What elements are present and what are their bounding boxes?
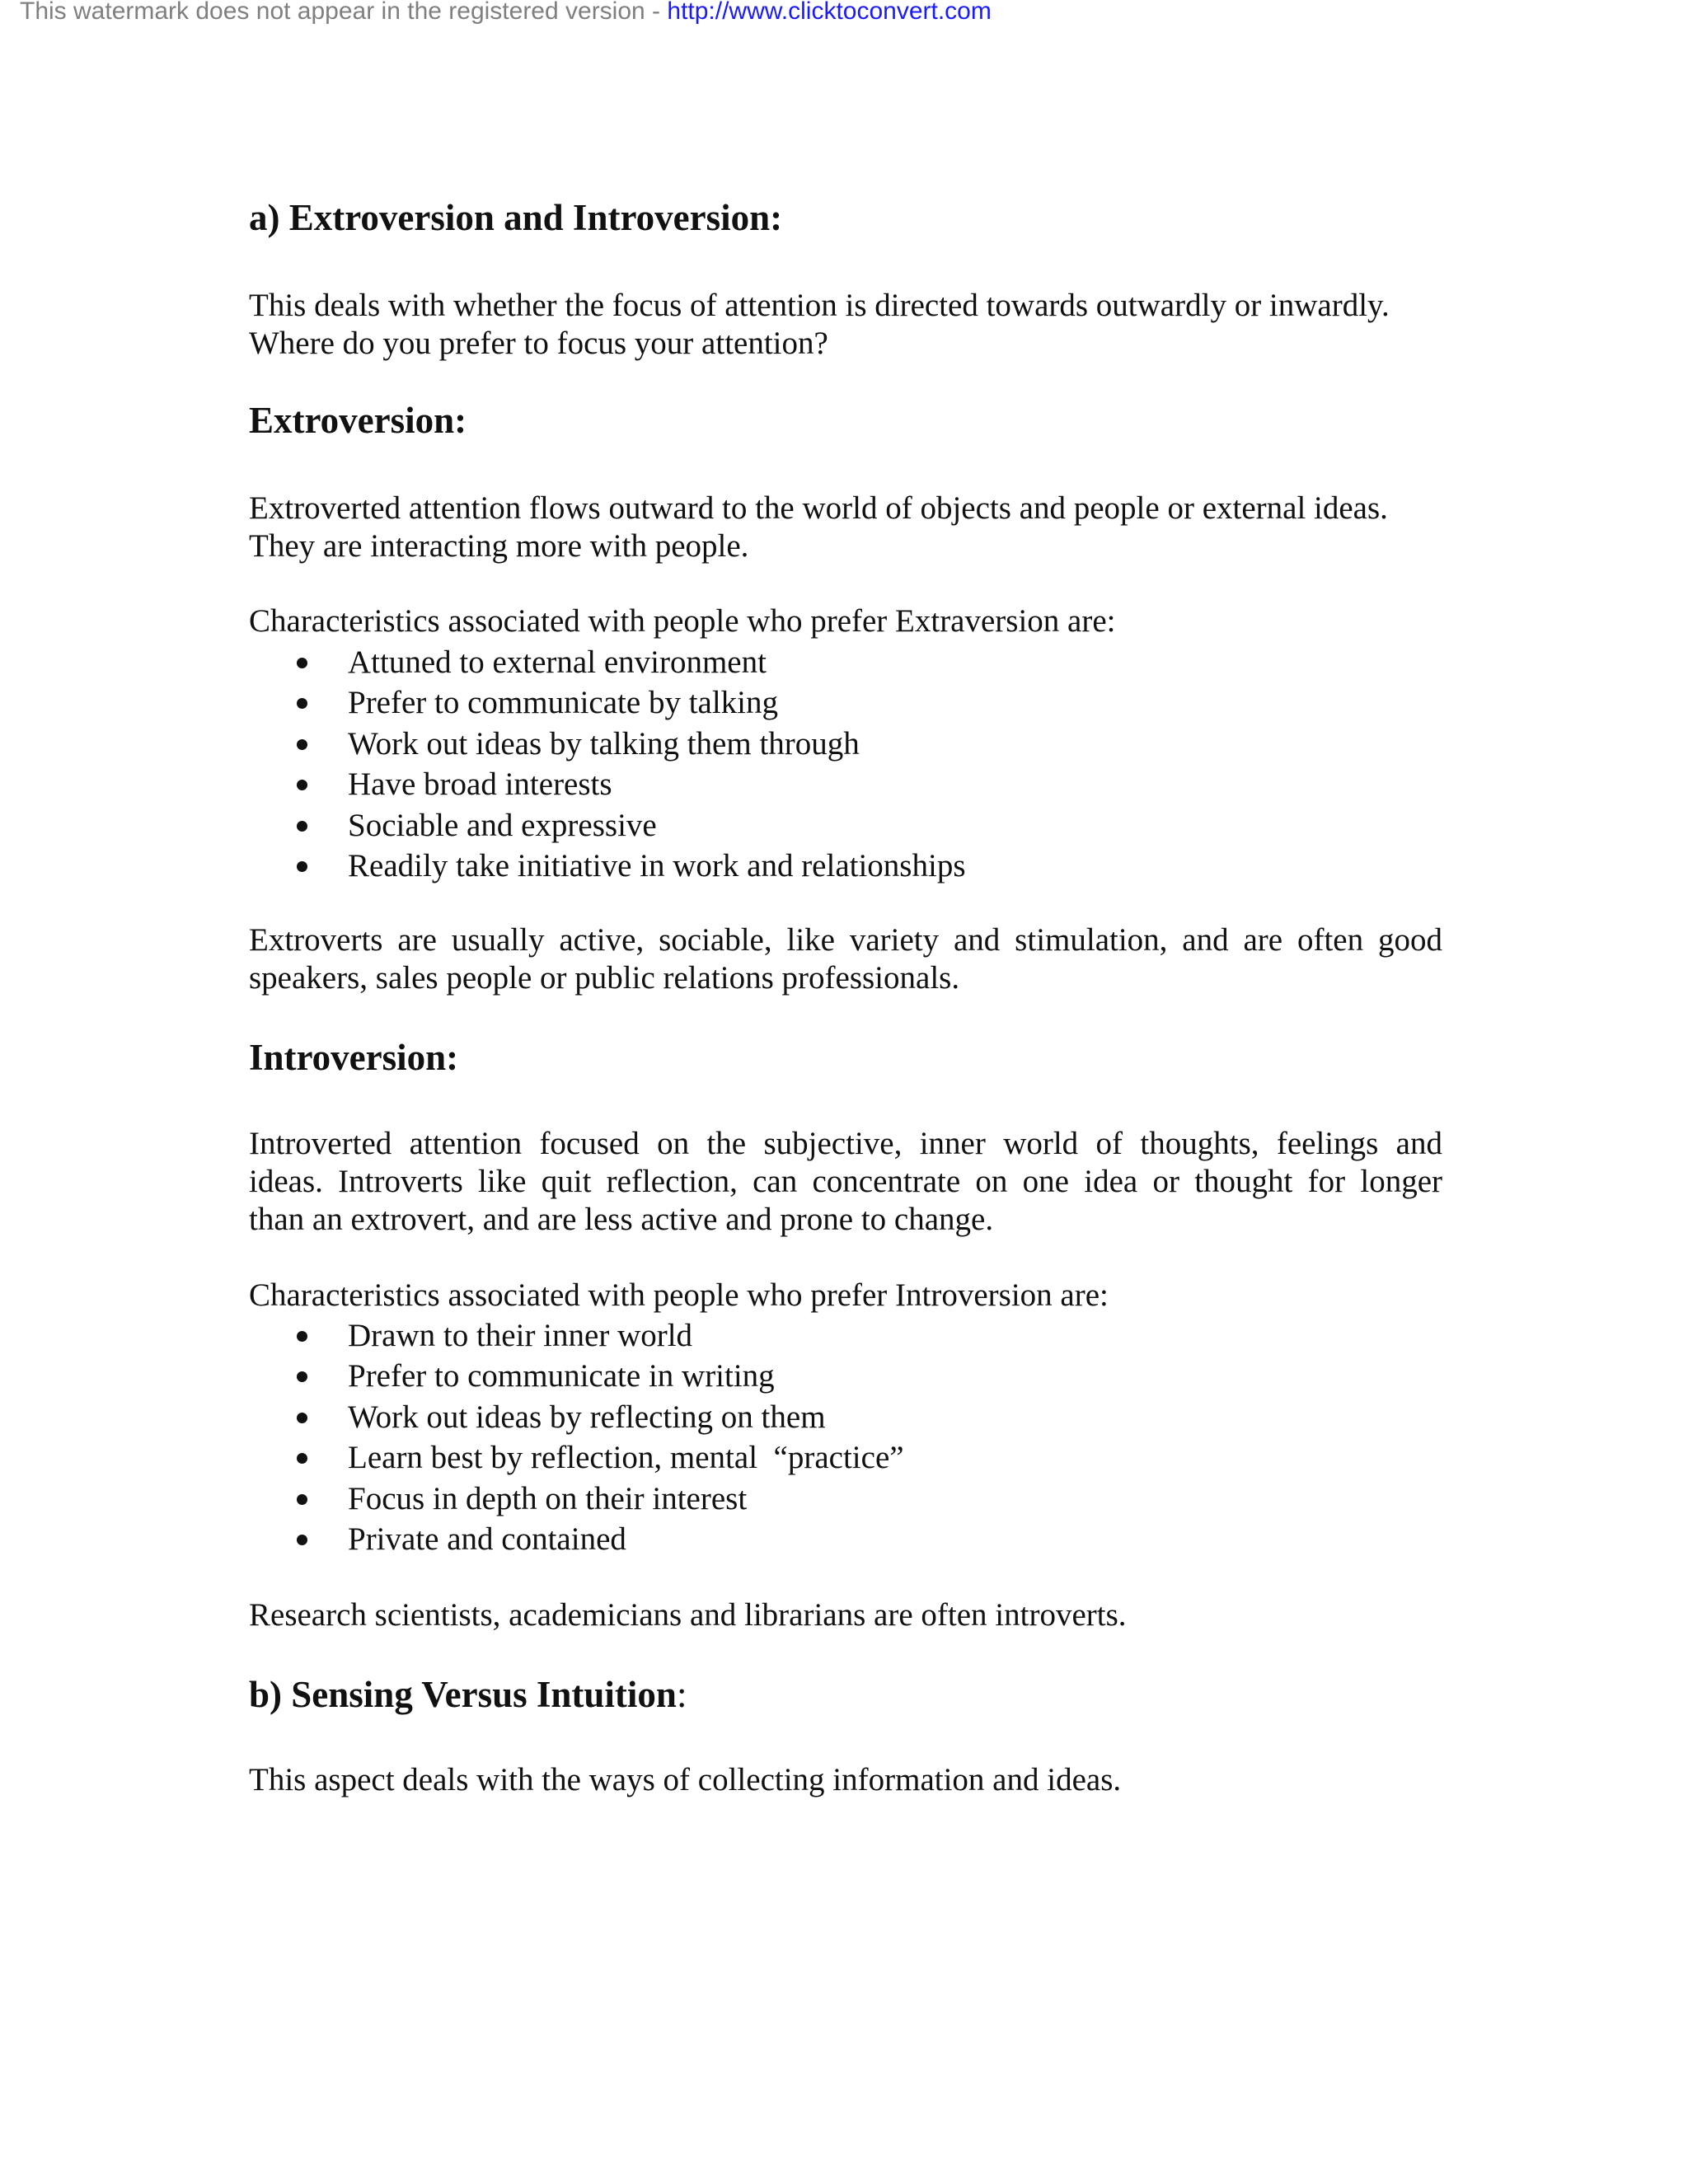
section-b-heading-text: b) Sensing Versus Intuition [249, 1674, 677, 1715]
introversion-heading: Introversion: [249, 1037, 459, 1078]
list-item [249, 764, 966, 804]
section-a-intro [249, 287, 1442, 363]
list-item [249, 682, 966, 723]
bullet-icon [297, 739, 307, 750]
extroversion-characteristics-list [249, 642, 966, 886]
paragraph-line: Introverted attention focused on the subjective, inner world of thoughts, feelings and [249, 1126, 1442, 1161]
watermark-link[interactable]: http://www.clicktoconvert.com [667, 0, 992, 25]
introversion-summary [249, 1596, 1442, 1634]
list-item [249, 846, 966, 886]
bullet-icon [297, 1331, 307, 1342]
list-item-text: Have broad interests [348, 766, 612, 803]
paragraph-line: ideas. Introverts like quit reflection, can concentrate on one idea or thought for longer [249, 1164, 1442, 1199]
list-item [249, 642, 966, 682]
paragraph-line: speakers, sales people or public relations professionals. [249, 960, 960, 996]
list-item-text: Work out ideas by talking them through [348, 725, 860, 762]
section-b-heading-colon: : [676, 1674, 687, 1715]
paragraph-line: Characteristics associated with people who prefer Introversion are: [249, 1277, 1109, 1313]
extroversion-description [249, 490, 1442, 565]
paragraph-line: They are interacting more with people. [249, 528, 749, 564]
list-item-text: Drawn to their inner world [348, 1318, 693, 1353]
list-item [249, 724, 966, 764]
bullet-icon [297, 1494, 307, 1505]
bullet-icon [297, 780, 307, 790]
bullet-icon [297, 1371, 307, 1382]
list-item-text: Work out ideas by reflecting on them [348, 1399, 826, 1435]
extroversion-characteristics-intro [249, 602, 1442, 640]
paragraph-line: This deals with whether the focus of attention is directed towards outwardly or inwardly. [249, 288, 1390, 323]
list-item [249, 1397, 904, 1437]
paragraph-line: Where do you prefer to focus your attention? [249, 326, 828, 361]
list-item-text: Readily take initiative in work and relationships [348, 847, 966, 883]
bullet-icon [297, 821, 307, 832]
bullet-icon [297, 1535, 307, 1545]
bullet-icon [297, 861, 307, 872]
watermark-banner [20, 0, 992, 28]
list-item [249, 1315, 904, 1356]
list-item [249, 1519, 904, 1559]
bullet-icon [297, 658, 307, 668]
list-item-text: Prefer to communicate in writing [348, 1358, 775, 1394]
bullet-icon [297, 1453, 307, 1464]
section-b-intro [249, 1761, 1442, 1799]
list-item [249, 1437, 904, 1478]
extroversion-heading: Extroversion: [249, 400, 467, 441]
list-item [249, 805, 966, 846]
list-item [249, 1356, 904, 1396]
list-item-text: Focus in depth on their interest [348, 1480, 748, 1516]
paragraph-line: Extroverts are usually active, sociable, like variety and stimulation, and are often good [249, 922, 1442, 958]
watermark-text: This watermark does not appear in the registered version - [20, 0, 668, 25]
bullet-icon [297, 1413, 307, 1423]
extroversion-summary [249, 921, 1442, 997]
paragraph-line: Characteristics associated with people who prefer Extraversion are: [249, 603, 1116, 639]
paragraph-line: than an extrovert, and are less active and prone to change. [249, 1202, 994, 1237]
list-item [249, 1479, 904, 1519]
section-a-heading: a) Extroversion and Introversion: [249, 197, 783, 238]
list-item-text: Prefer to communicate by talking [348, 685, 779, 721]
paragraph-line: Extroverted attention flows outward to the world of objects and people or external ideas. [249, 490, 1388, 526]
paragraph-line: This aspect deals with the ways of collecting information and ideas. [249, 1762, 1122, 1797]
introversion-description [249, 1125, 1442, 1239]
introversion-characteristics-list [249, 1315, 904, 1559]
list-item-text: Attuned to external environment [348, 644, 767, 680]
list-item-text: Sociable and expressive [348, 807, 657, 843]
introversion-characteristics-intro [249, 1277, 1442, 1315]
paragraph-line: Research scientists, academicians and librarians are often introverts. [249, 1597, 1127, 1633]
bullet-icon [297, 698, 307, 709]
list-item-text: Private and contained [348, 1521, 626, 1557]
section-b-heading [249, 1671, 687, 1718]
list-item-text: Learn best by reflection, mental “practice” [348, 1440, 904, 1476]
